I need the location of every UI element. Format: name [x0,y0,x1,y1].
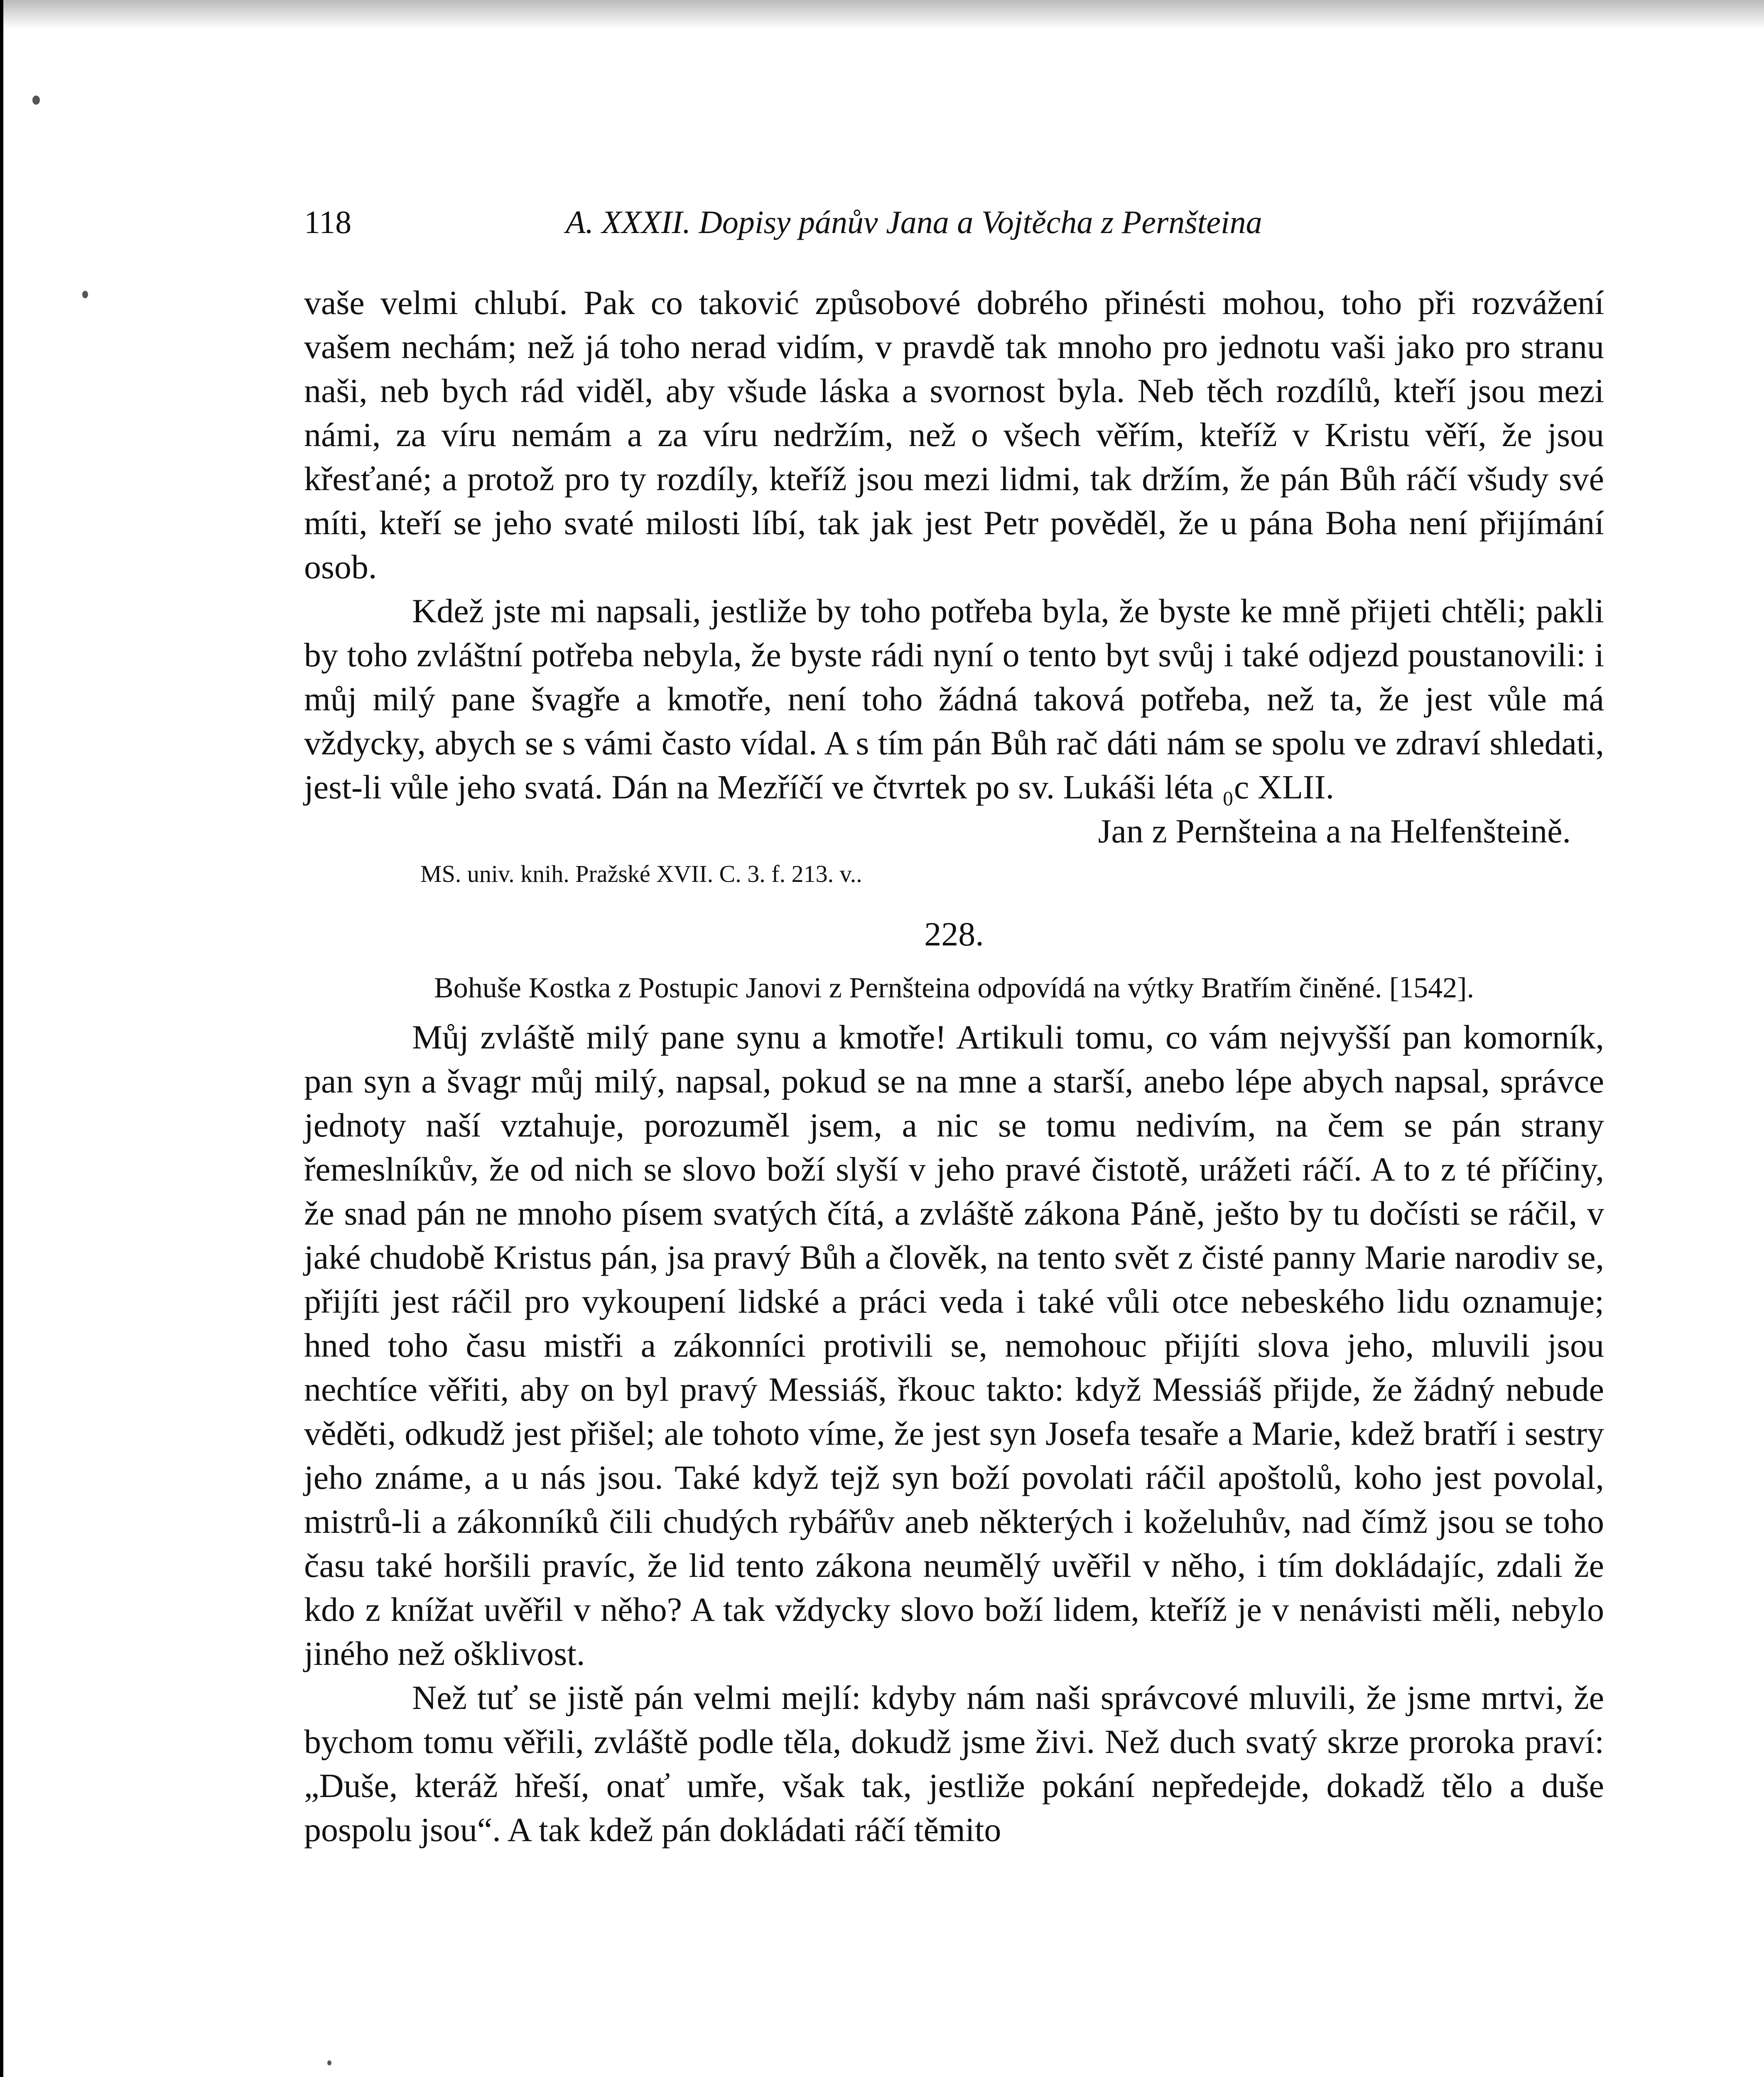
letter-228-paragraph-2: Než tuť se jistě pán velmi mejlí: kdyby nám naši správcové mluvili, že jsme mrtvi, že bychom tomu věřili, zvláště podle těla, dokudž jsme živi. Než duch svatý skrze proroka praví: „Duše, kteráž hřeší, onať umře, však tak, jestliže pokání nepředejde, dokadž tělo a duše pospolu jsou“. A tak kdež pán dokládati ráčí těmito [304,1679,1604,1849]
letter-227-signature: Jan z Pernšteina a na Helfenšteině. [1098,812,1571,850]
running-title: A. XXXII. Dopisy pánův Jana a Vojtěcha z Pernšteina [566,204,1262,240]
letter-227-paragraph-1: vaše velmi chlubí. Pak co taković způsobové dobrého přinésti mohou, toho při rozvážení vašem nechám; než já toho nerad vidím, v pravdě tak mnoho pro jednotu vaši jako pro stranu naši, neb bych rád viděl, aby všude láska a svornost byla. Neb těch rozdílů, kteří jsou mezi námi, za víru nemám a za víru nedržím, než o všech věřím, kteříž v Kristu věří, že jsou křesťané; a protož pro ty rozdíly, kteříž jsou mezi lidmi, tak držím, že pán Bůh ráčí všudy své míti, kteří se jeho svaté milosti líbí, tak jak jest Petr pověděl, že u pána Boha není přijímání osob. [304,284,1604,586]
document-page [3,0,1764,2077]
page-header [304,199,1604,253]
letter-227-source-note: MS. univ. knih. Pražské XVII. C. 3. f. 213. v.. [420,860,862,887]
scan-speck [32,96,40,105]
scan-speck [82,291,88,298]
scan-speck [327,2060,331,2065]
letter-228-paragraph-1: Můj zvláště milý pane synu a kmotře! Artikuli tomu, co vám nejvyšší pan komorník, pan syn a švagr můj milý, napsal, pokud se na mne a starší, anebo lépe abych napsal, správce jednoty naší vztahuje, porozuměl jsem, a nic se tomu nedivím, na čem se pán strany řemeslníkův, že od nich se slovo boží slyší v jeho pravé čistotě, urážeti ráčí. A to z té příčiny, že snad pán ne mnoho písem svatých čítá, a zvláště zákona Páně, ješto by tu dočísti se ráčil, v jaké chudobě Kristus pán, jsa pravý Bůh a člověk, na tento svět z čisté panny Marie narodiv se, přijíti jest ráčil pro vykoupení lidské a práci veda i také vůli otce nebeského lidu oznamuje; hned toho času mistři a zákonníci protivili se, nemohouc přijíti slova jeho, mluvili jsou nechtíce věřiti, aby on byl pravý Messiáš, řkouc takto: když Messiáš přijde, že žádný nebude věděti, odkudž jest přišel; ale tohoto víme, že jest syn Josefa tesaře a Marie, kdež bratří i sestry jeho známe, a u nás jsou. Také když tejž syn boží povolati ráčil apoštolů, koho jest povolal, mistrů-li a zákonníků čili chudých rybářův aneb některých i koželuhův, nad čímž jsou se toho času také horšili pravíc, že lid tento zákona neumělý uvěřil v něho, i tím dokládajíc, zdali že kdo z knížat uvěřil v něho? A tak vždycky slovo boží lidem, kteříž je v nenávisti měli, nebylo jiného než ošklivost. [304,1018,1604,1672]
letter-228-number: 228. [924,915,984,953]
letter-227-continuation [304,281,1604,1852]
scan-edge-shadow [3,0,1764,29]
page-number: 118 [304,204,352,240]
letter-227-paragraph-2: Kdež jste mi napsali, jestliže by toho potřeba byla, že byste ke mně přijeti chtěli; pakli by toho zvláštní potřeba nebyla, že byste rádi nyní o tento byt svůj i také odjezd poustanovili: i můj milý pane švagře a kmotře, není toho žádná taková potřeba, než ta, že jest vůle má vždycky, abych se s vámi často vídal. A s tím pán Bůh rač dáti nám se spolu ve zdraví shledati, jest-li vůle jeho svatá. Dán na Mezříčí ve čtvrtek po sv. Lukáši léta ₀c XLII. [304,592,1604,806]
letter-228-heading: Bohuše Kostka z Postupic Janovi z Pernšteina odpovídá na výtky Bratřím činěné. [1542]. [434,972,1474,1004]
